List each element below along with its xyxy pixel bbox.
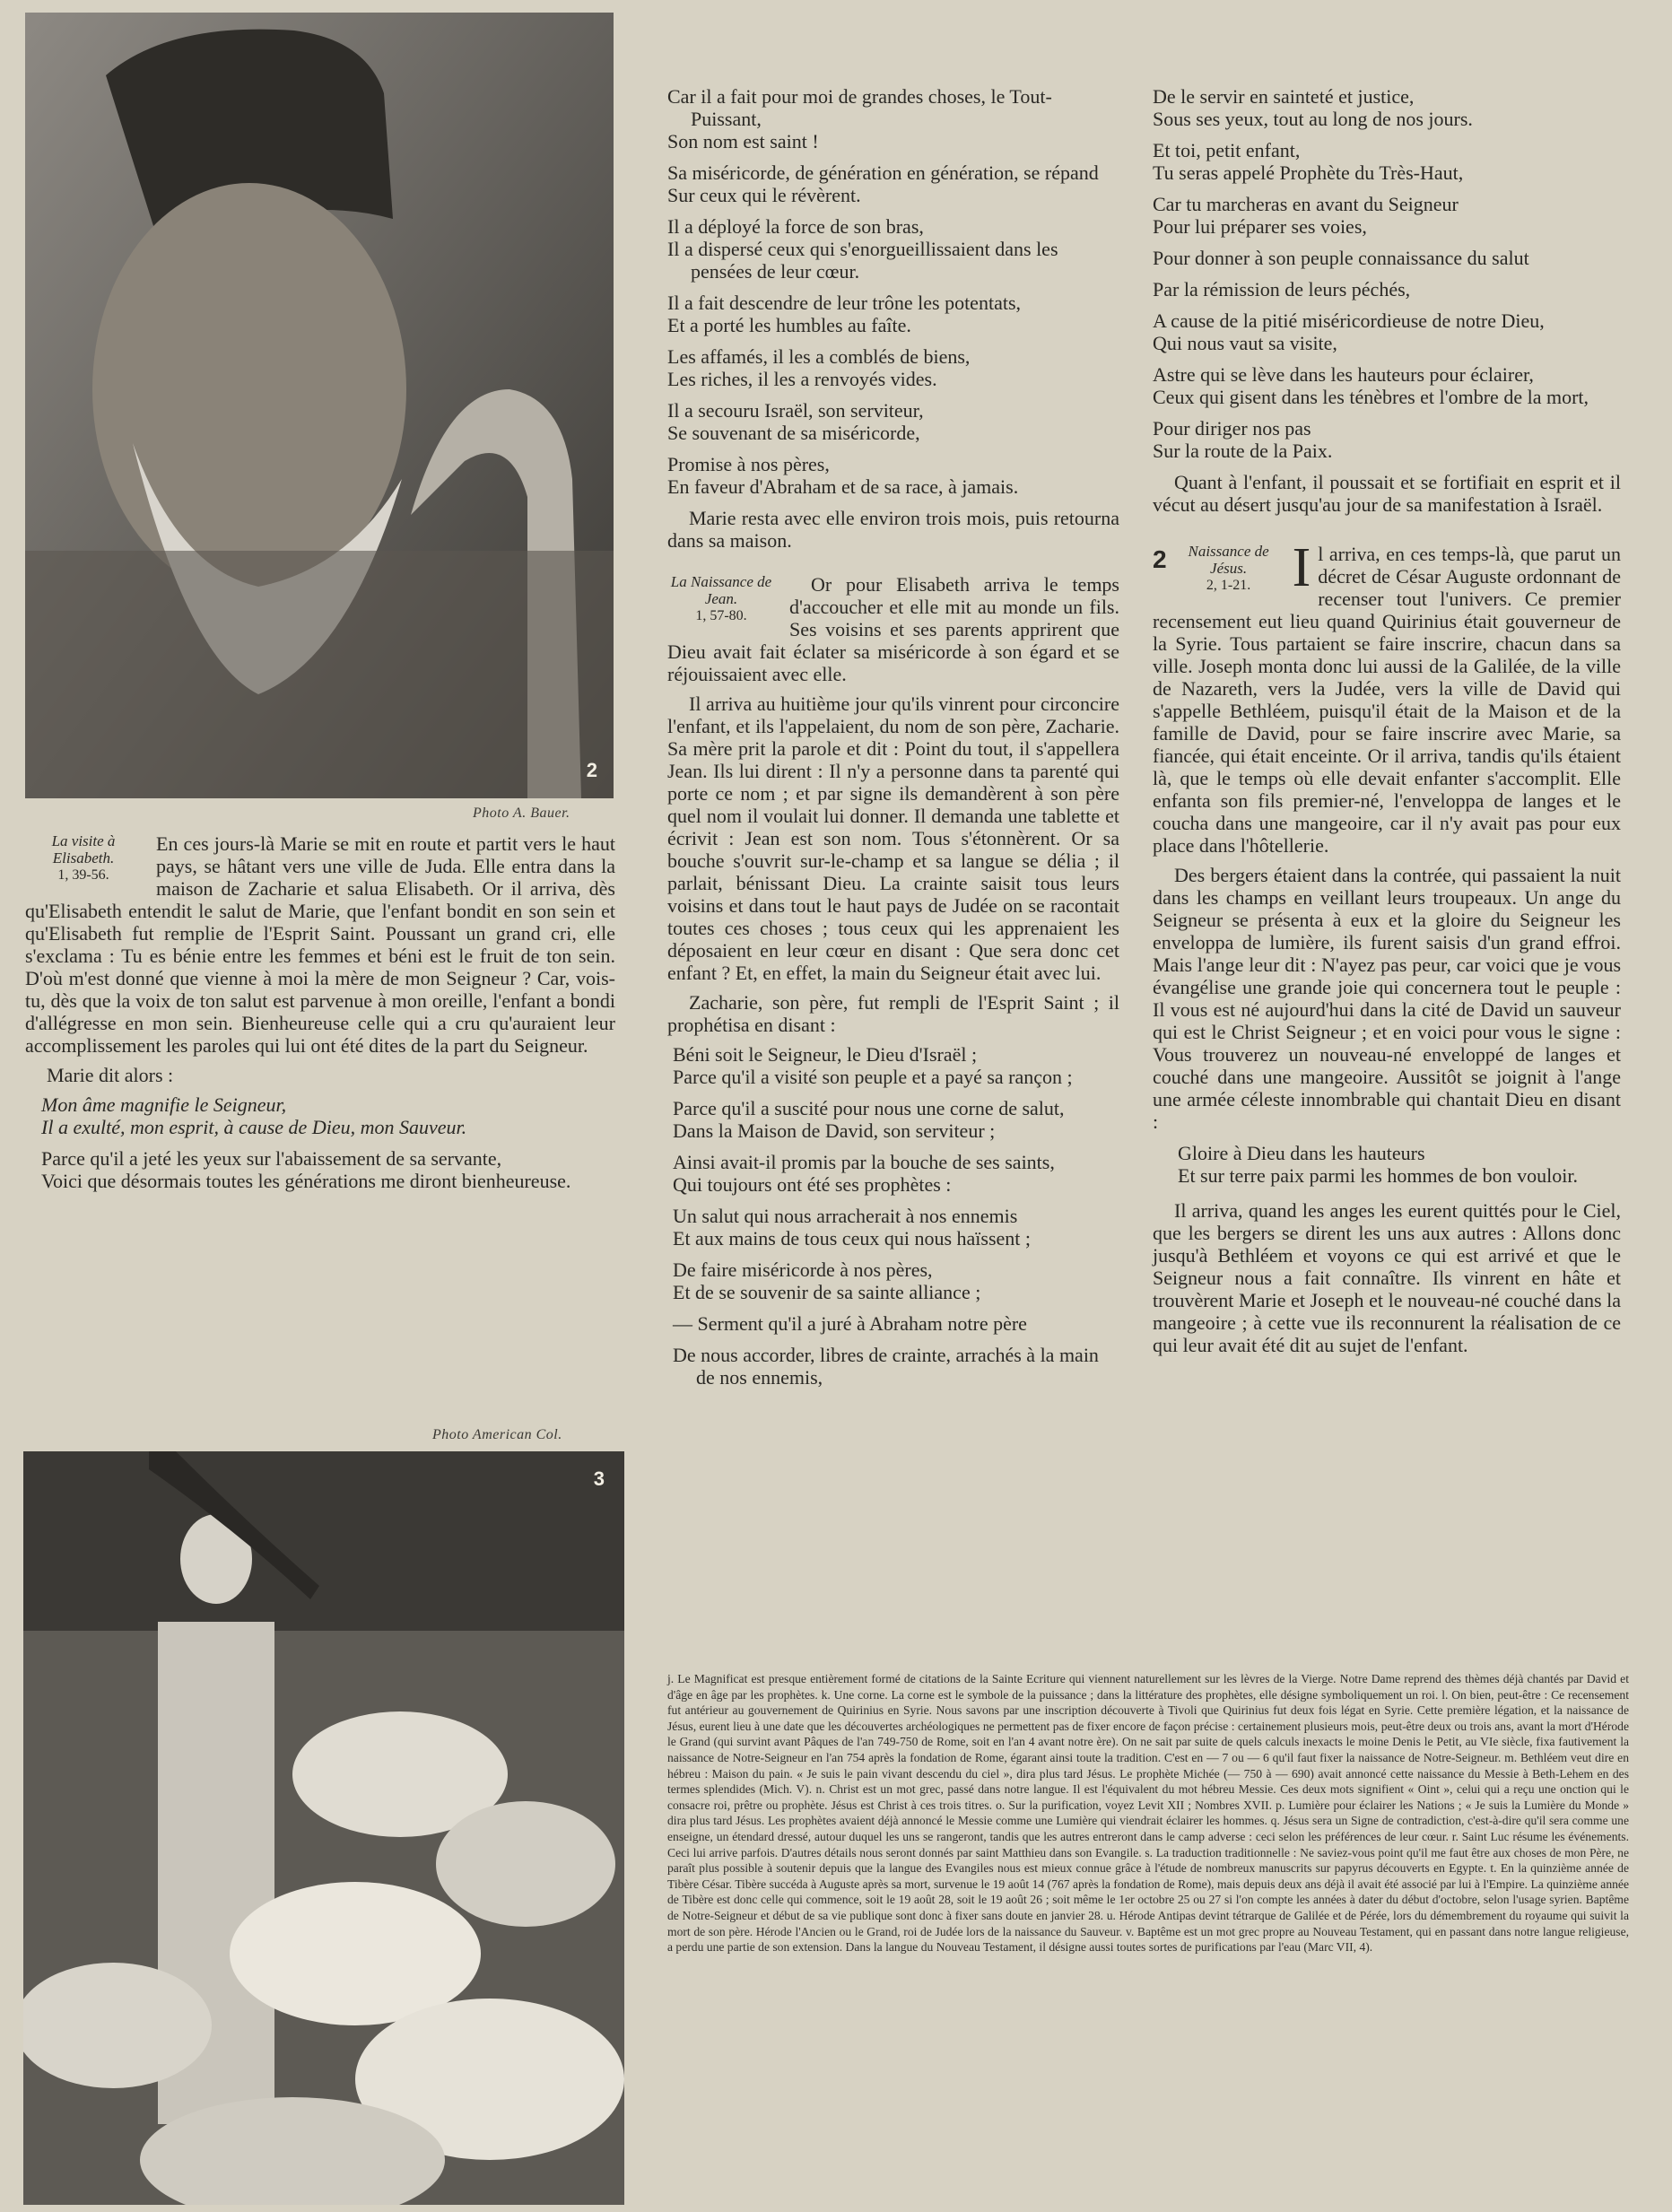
verse-stanza — [667, 453, 1119, 498]
verse-stanza — [667, 345, 1119, 390]
verse-line: Astre qui se lève dans les hauteurs pour éclairer, — [1153, 363, 1534, 386]
verse-line: Parce qu'il a jeté les yeux sur l'abaissement de sa servante, — [41, 1147, 502, 1170]
verse-line: Pour diriger nos pas — [1153, 417, 1311, 440]
right-column — [1153, 85, 1621, 1363]
verse-line: Car il a fait pour moi de grandes choses, le Tout-Puissant, — [667, 85, 1052, 130]
benedictus-continued — [1153, 85, 1621, 462]
verse-stanza — [673, 1258, 1119, 1303]
section-ref: 1, 39-56. — [57, 867, 109, 883]
verse-line: De faire miséricorde à nos pères, — [673, 1258, 933, 1281]
gloria-verse — [1153, 1142, 1621, 1187]
paragraph: Quant à l'enfant, il poussait et se fortifiait en esprit et il vécut au désert jusqu'au jour de sa manifestation à Israël. — [1153, 471, 1621, 516]
section-heading — [667, 573, 775, 624]
verse-stanza — [1153, 85, 1621, 130]
section-title: La visite à Elisabeth. — [51, 832, 116, 867]
verse-stanza — [673, 1312, 1119, 1335]
section-title: Naissance de Jésus. — [1188, 543, 1269, 577]
verse-line: Ceux qui gisent dans les ténèbres et l'ombre de la mort, — [1153, 386, 1589, 408]
verse-line: Promise à nos pères, — [667, 453, 830, 475]
verse-line: Gloire à Dieu dans les hauteurs — [1178, 1142, 1425, 1164]
verse-stanza — [673, 1151, 1119, 1196]
drop-cap: I — [1292, 537, 1311, 598]
verse-line: Sur ceux qui le révèrent. — [667, 184, 861, 206]
verse-line: Pour lui préparer ses voies, — [1153, 215, 1367, 238]
verse-line: A cause de la pitié miséricordieuse de notre Dieu, — [1153, 309, 1545, 332]
verse-line: Pour donner à son peuple connaissance du salut — [1153, 247, 1529, 269]
verse-line: Un salut qui nous arracherait à nos ennemis — [673, 1205, 1018, 1227]
verse-line: Son nom est saint ! — [667, 130, 819, 152]
paragraph: l arriva, en ces temps-là, que parut un décret de César Auguste ordonnant de recenser tout l'univers. Ce premier recensement eut lieu quand Quirinius était gouverneur de la Syrie. Tous partaient se faire inscrire, chacun dans sa ville. Joseph monta donc lui aussi de la Galilée, de la ville de Nazareth, vers la Judée, vers la ville de David qui s'appelle Bethléem, puisqu'il était de la Maison et de la famille de David, pour se faire inscrire avec Marie, sa fiancée, qui était enceinte. Or il arriva, tandis qu'ils étaient là, que le temps où elle devait enfanter s'accomplit. Elle enfanta son fils premier-né, l'enveloppa de langes et le coucha dans une mangeoire, car il n'y avait pas pour eux place dans l'hôtellerie. — [1153, 543, 1621, 857]
photo-old-man — [25, 13, 614, 798]
verse-line: Sous ses yeux, tout au long de nos jours. — [1153, 108, 1473, 130]
section-ref: 2, 1-21. — [1206, 578, 1251, 593]
verse-line: Et a porté les humbles au faîte. — [667, 314, 911, 336]
verse-line: Tu seras appelé Prophète du Très-Haut, — [1153, 161, 1464, 184]
verse-line: Car tu marcheras en avant du Seigneur — [1153, 193, 1459, 215]
photo-credit: Photo American Col. — [432, 1427, 562, 1442]
section-heading — [25, 832, 142, 884]
verse-line: Il a secouru Israël, son serviteur, — [667, 399, 924, 422]
paragraph: En ces jours-là Marie se mit en route et partit vers le haut pays, se hâtant vers une ville de Juda. Elle entra dans la maison de Zacharie et salua Elisabeth. Or il arriva, dès qu'Elisabeth entendit le salut de Marie, que l'enfant bondit en son sein et qu'Elisabeth fut remplie de l'Esprit Saint. Poussant un grand cri, elle s'exclama : Tu es bénie entre les femmes et béni est le fruit de ton sein. D'où m'est donné que vienne à moi la mère de mon Seigneur ? Car, vois-tu, dès que la voix de ton salut est parvenue à mon oreille, l'enfant a bondi d'allégresse en mon sein. Bienheureuse celle qui a cru qu'auraient leur accomplissement les paroles qui lui ont été dites de la part du Seigneur. — [25, 832, 615, 1057]
verse-line: Et sur terre paix parmi les hommes de bon vouloir. — [1178, 1164, 1579, 1187]
photo-number: 3 — [593, 1467, 605, 1490]
verse-stanza — [1153, 417, 1621, 462]
verse-stanza — [673, 1344, 1119, 1389]
verse-line: Sur la route de la Paix. — [1153, 440, 1333, 462]
verse-line: Sa miséricorde, de génération en génération, se répand — [667, 161, 1099, 184]
verse-line: Béni soit le Seigneur, le Dieu d'Israël ; — [673, 1043, 978, 1066]
paragraph: Des bergers étaient dans la contrée, qui passaient la nuit dans les champs en veillant leurs troupeaux. Un ange du Seigneur se présenta à eux et la gloire du Seigneur les enveloppa de lumière, ils furent saisis d'un grand effroi. Mais l'ange leur dit : N'ayez pas peur, car voici que je vous évangélise une grande joie qui concernera tout le peuple : Il vous est né aujourd'hui dans la cité de David un sauveur qui est le Christ Seigneur ; et en voici pour vous le signe : Vous trouverez un nouveau-né enveloppé de langes et couché dans une mangeoire. Aussitôt se joignit à l'ange une armée céleste innombrable qui chantait Dieu en disant : — [1153, 864, 1621, 1133]
verse-stanza — [1153, 278, 1621, 300]
section-heading — [1180, 543, 1278, 594]
verse-stanza — [667, 292, 1119, 336]
verse-stanza — [667, 161, 1119, 206]
photo-number: 2 — [586, 759, 597, 781]
verse-line: De nous accorder, libres de crainte, arrachés à la main de nos ennemis, — [673, 1344, 1099, 1389]
verse-stanza — [1153, 363, 1621, 408]
verse-line: Il a déployé la force de son bras, — [667, 215, 924, 238]
paragraph: Marie resta avec elle environ trois mois, puis retourna dans sa maison. — [667, 507, 1119, 552]
paragraph: Zacharie, son père, fut rempli de l'Esprit Saint ; il prophétisa en disant : — [667, 991, 1119, 1036]
verse-line: Il a fait descendre de leur trône les potentats, — [667, 292, 1022, 314]
verse-line: Ainsi avait-il promis par la bouche de ses saints, — [673, 1151, 1055, 1173]
verse-line: Il a dispersé ceux qui s'enorgueillissaient dans les pensées de leur cœur. — [667, 238, 1058, 283]
verse-stanza — [1153, 193, 1621, 238]
verse-line: Qui toujours ont été ses prophètes : — [673, 1173, 952, 1196]
verse-stanza — [667, 399, 1119, 444]
footnotes — [667, 1671, 1629, 1955]
verse-line: Mon âme magnifie le Seigneur, — [41, 1093, 287, 1116]
paragraph: Marie dit alors : — [47, 1064, 174, 1086]
verse-stanza — [673, 1097, 1119, 1142]
paragraph: Il arriva au huitième jour qu'ils vinrent pour circoncire l'enfant, et ils l'appelaient, du nom de son père, Zacharie. Sa mère prit la parole et dit : Point du tout, il s'appellera Jean. Ils lui dirent : Il n'y a personne dans ta parenté qui porte ce nom ; et par signe ils demandèrent à son père quel nom il voulait lui donner. Il demanda une tablette et écrivit : Jean est son nom. Tous s'étonnèrent. Or sa bouche s'ouvrit sur-le-champ et sa langue se délia ; il parlait, bénissant Dieu. La crainte saisit tous leurs voisins et dans tout le haut pays de Judée on se racontait toutes ces choses ; tous ceux qui les apprenaient les déposaient en leur cœur en disant : Que sera donc cet enfant ? Et, en effet, la main du Seigneur était avec lui. — [667, 692, 1119, 984]
portrait-photo-icon — [25, 13, 614, 798]
middle-column — [667, 85, 1119, 1398]
paragraph: Il arriva, quand les anges les eurent quittés pour le Ciel, que les bergers se dirent les uns aux autres : Allons donc jusqu'à Bethléem et voyons ce qui est arrivé et que le Seigneur nous a fait connaître. Ils vinrent en hâte et trouvèrent Marie et Joseph et le nouveau-né couché dans la mangeoire ; à cette vue ils reconnurent la réalisation de ce qui leur avait été dit au sujet de l'enfant. — [1153, 1199, 1621, 1356]
photo-shepherd — [23, 1451, 624, 2205]
verse-stanza — [41, 1147, 615, 1192]
magnificat-continued — [667, 85, 1119, 498]
verse-line: En faveur d'Abraham et de sa race, à jamais. — [667, 475, 1019, 498]
verse-line: Par la rémission de leurs péchés, — [1153, 278, 1411, 300]
visit-section — [25, 832, 615, 1201]
footnote-text: j. Le Magnificat est presque entièrement formé de citations de la Sainte Ecriture qui viennent naturellement sur les lèvres de la Vierge. Notre Dame reprend des thèmes déjà chantés par David et d'âge en âge par les prophètes. k. Une corne. La corne est le symbole de la puissance ; dans la littérature des prophètes, elle désigne symboliquement un roi. l. On bien, peut-être : Ce recensement fut antérieur au gouvernement de Quirinius en Syrie. Nous savons par une inscription découverte à Tivoli que Quirinius fut deux fois légat en Syrie. Cette première légation, et la naissance de Jésus, eurent lieu à une date que les découvertes archéologiques ne permettent pas de fixer encore de façon précise : certainement plusieurs mois, peut-être deux ou trois ans, avant la mort d'Hérode le Grand (qui survint avant Pâques de l'an 749-750 de Rome, soit en l'an 4 avant notre ère). On ne sait par suite de quels calculs inexacts le moine Denis le Petit, au VIe siècle, fixa fautivement la naissance de Notre-Seigneur en l'an 754 après la fondation de Rome, égarant ainsi toute la tradition. C'est en — 7 ou — 6 qu'il faut fixer la naissance de Notre-Seigneur. m. Bethléem veut dire en hébreu : Maison du pain. « Je suis le pain vivant descendu du ciel », dira plus tard Jésus. Le prophète Michée (— 750 à — 690) avait annoncé cette naissance du Messie à Beth-Lehem en des termes splendides (Mich. V). n. Christ est un mot grec, passé dans notre langue. Il est l'équivalent du mot hébreu Messie. Ces deux mots signifient « Oint », celui qui a reçu une onction qui le consacre roi, prêtre ou prophète. Jésus est Christ à ces trois titres. o. Sur la purification, voyez Levit XII ; Nombres XVII. p. Lumière pour éclairer les Nations ; « Je suis la Lumière du Monde » dira plus tard Jésus. Les prophètes avaient déjà annoncé le Messie comme une Lumière qui viendrait éclairer les hommes. q. Jésus sera un Signe de contradiction, c'est-à-dire qu'il sera comme une enseigne, un étendard dressé, autour duquel les uns se rangeront, tandis que les autres entreront dans le camp adverse : ceci selon les préférences de leur cœur. r. Saint Luc résume les événements. Ceci lui arrive parfois. D'autres détails nous seront donnés par saint Matthieu dans son Evangile. s. La traduction traditionnelle : Ne saviez-vous point qu'il me faut être aux choses de mon Père, ne paraît plus possible à soutenir depuis que la langue des Evangiles nous est mieux connue grâce à l'étude de nombreux manuscrits sur papyrus découverts en Egypte. t. En la quinzième année de Tibère César. Tibère succéda à Auguste après sa mort, survenue le 19 août 14 (767 après la fondation de Rome), mais depuis deux ans déjà il avait été associé par lui à l'Empire. La quinzième année de Tibère est donc celle qui commence, soit le 19 août 28, soit le 19 août 26 ; soit même le 1er octobre 25 ou 27 si l'on compte les années à dater du début d'octobre, selon l'usage syrien. Baptême de Notre-Seigneur et début de sa vie publique sont donc à fixer sans doute en janvier 28. u. Hérode Antipas devint tétrarque de Galilée et de Pérée, lors du démembrement du royaume qui suivit la mort de son père. Hérode l'Ancien ou le Grand, roi de Judée lors de la naissance du Sauveur. v. Baptême est un mot grec propre au Nouveau Testament, qui en passant dans notre langue religieuse, a perdu une partie de son extension. Dans la langue du Nouveau Testament, il désigne aussi toutes sortes de purifications par l'eau (Marc VII, 4). — [667, 1672, 1629, 1955]
benedictus — [667, 1043, 1119, 1389]
verse-line: — Serment qu'il a juré à Abraham notre père — [673, 1312, 1027, 1335]
verse-line: Dans la Maison de David, son serviteur ; — [673, 1119, 996, 1142]
verse-stanza — [667, 85, 1119, 152]
section-title: La Naissance de Jean. — [670, 573, 772, 607]
verse-line: Voici que désormais toutes les générations me diront bienheureuse. — [41, 1170, 571, 1192]
verse-stanza — [667, 215, 1119, 283]
verse-stanza — [673, 1205, 1119, 1250]
verse-line: Il a exulté, mon esprit, à cause de Dieu, mon Sauveur. — [41, 1116, 467, 1138]
verse-stanza — [41, 1093, 615, 1138]
shepherd-photo-icon — [23, 1451, 624, 2205]
verse-line: Se souvenant de sa miséricorde, — [667, 422, 920, 444]
verse-stanza — [1153, 309, 1621, 354]
verse-line: Et toi, petit enfant, — [1153, 139, 1301, 161]
verse-line: Qui nous vaut sa visite, — [1153, 332, 1337, 354]
verse-stanza — [673, 1043, 1119, 1088]
verse-line: Et de se souvenir de sa sainte alliance ; — [673, 1281, 981, 1303]
photo-credit: Photo A. Bauer. — [473, 806, 570, 821]
verse-line: Parce qu'il a visité son peuple et a payé sa rançon ; — [673, 1066, 1073, 1088]
verse-line: Parce qu'il a suscité pour nous une corne de salut, — [673, 1097, 1065, 1119]
verse-stanza — [1153, 247, 1621, 269]
section-ref: 1, 57-80. — [695, 608, 747, 623]
verse-line: Les affamés, il les a comblés de biens, — [667, 345, 971, 368]
verse-stanza — [1153, 139, 1621, 184]
verse-line: Et aux mains de tous ceux qui nous haïssent ; — [673, 1227, 1031, 1250]
section-number: 2 — [1153, 545, 1167, 573]
verse-line: Les riches, il les a renvoyés vides. — [667, 368, 937, 390]
paragraph: Or pour Elisabeth arriva le temps d'accoucher et elle mit au monde un fils. Ses voisins et ses parents apprirent que Dieu avait fait éclater sa miséricorde à son égard et se réjouissaient avec elle. — [667, 573, 1119, 685]
verse-line: De le servir en sainteté et justice, — [1153, 85, 1415, 108]
